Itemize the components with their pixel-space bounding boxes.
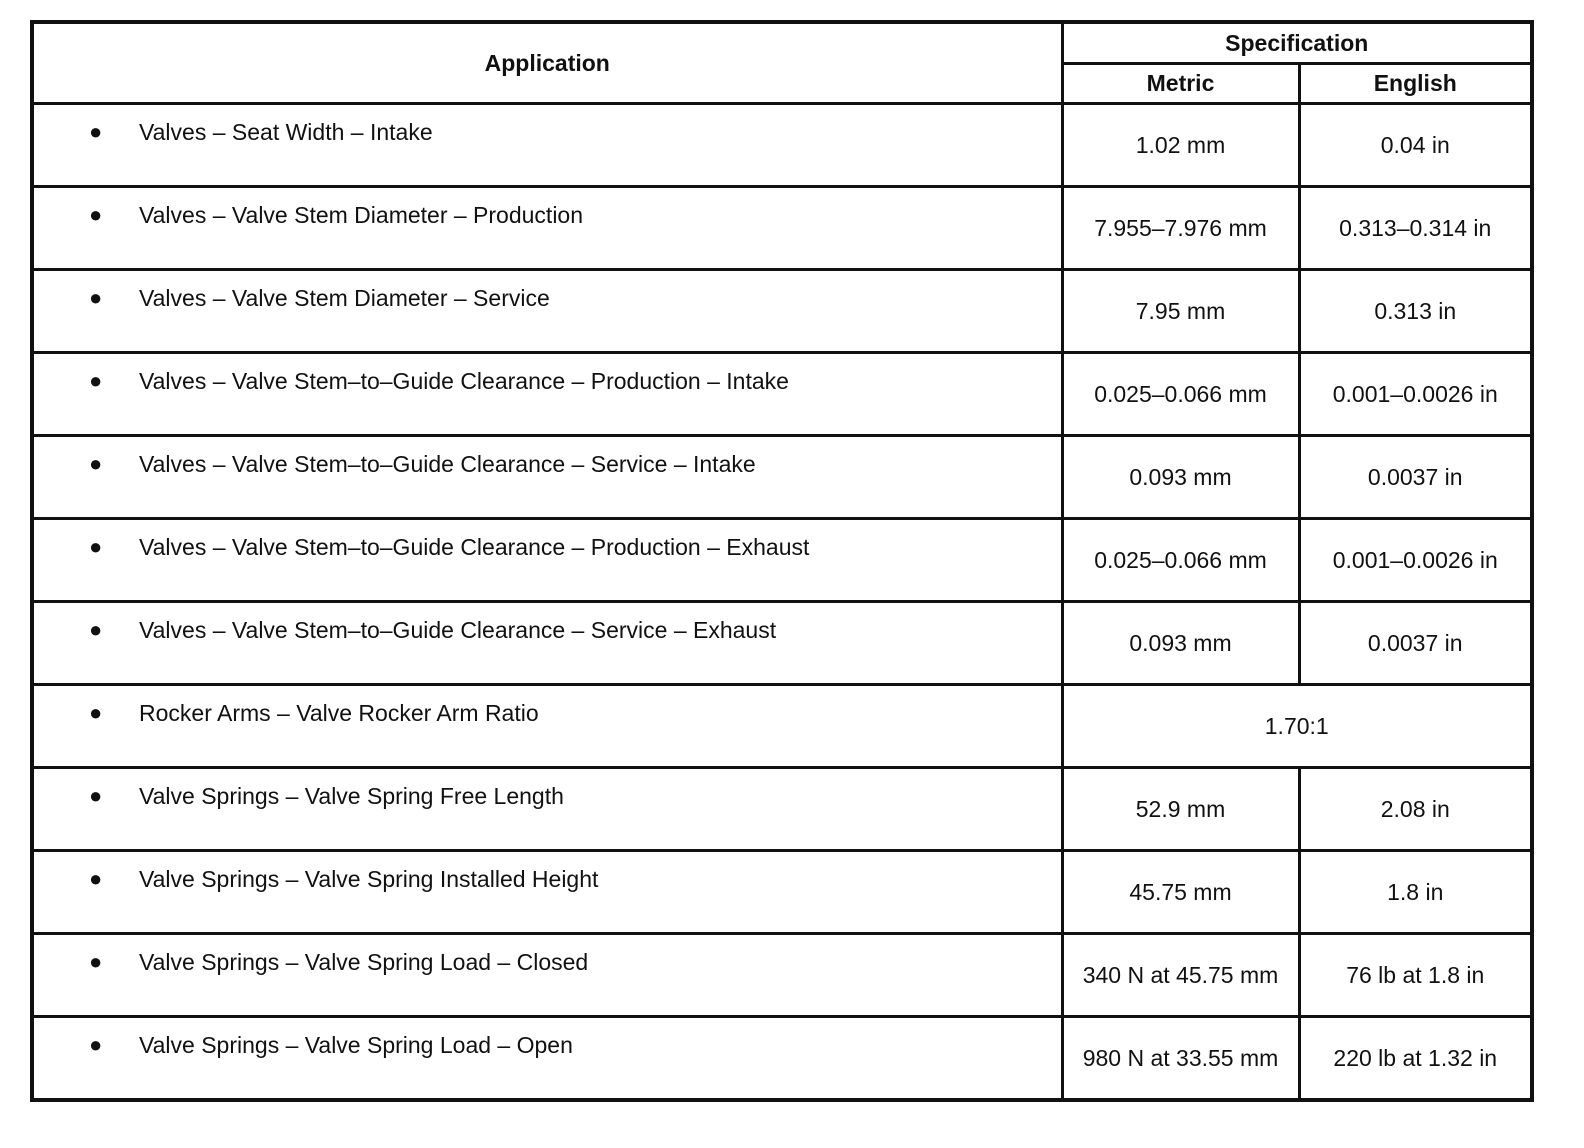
application-cell: [32, 768, 1062, 851]
table-row: [32, 602, 1532, 685]
header-specification: Specification: [1062, 22, 1532, 64]
english-value-cell: 0.0037 in: [1299, 602, 1532, 685]
application-text: Valves – Seat Width – Intake: [139, 119, 433, 145]
application-cell: [32, 1017, 1062, 1101]
application-text: Rocker Arms – Valve Rocker Arm Ratio: [139, 700, 539, 726]
metric-value-cell: 7.955–7.976 mm: [1062, 187, 1299, 270]
metric-value-cell: 0.025–0.066 mm: [1062, 353, 1299, 436]
table-body: [32, 104, 1532, 1101]
table-row: [32, 768, 1532, 851]
table-row: [32, 1017, 1532, 1101]
bullet-icon: ●: [89, 285, 103, 310]
english-value-cell: 0.313–0.314 in: [1299, 187, 1532, 270]
application-cell: [32, 934, 1062, 1017]
application-text: Valves – Valve Stem–to–Guide Clearance – Production – Intake: [139, 368, 789, 394]
bullet-icon: ●: [89, 119, 103, 144]
bullet-icon: ●: [89, 451, 103, 476]
application-text: Valves – Valve Stem–to–Guide Clearance – Service – Intake: [139, 451, 756, 477]
bullet-icon: ●: [89, 866, 103, 891]
metric-value-cell: 340 N at 45.75 mm: [1062, 934, 1299, 1017]
metric-value-cell: 980 N at 33.55 mm: [1062, 1017, 1299, 1101]
application-text: Valve Springs – Valve Spring Load – Open: [139, 1032, 573, 1058]
application-cell: [32, 353, 1062, 436]
bullet-icon: ●: [89, 202, 103, 227]
application-text: Valves – Valve Stem Diameter – Production: [139, 202, 584, 228]
metric-value-cell: 1.02 mm: [1062, 104, 1299, 187]
application-cell: [32, 187, 1062, 270]
table-row: [32, 519, 1532, 602]
combined-value-cell: 1.70:1: [1062, 685, 1532, 768]
table-row: [32, 187, 1532, 270]
metric-value-cell: 0.025–0.066 mm: [1062, 519, 1299, 602]
application-cell: [32, 270, 1062, 353]
application-cell: [32, 602, 1062, 685]
table-row: [32, 104, 1532, 187]
header-application: Application: [32, 22, 1062, 104]
table-header: [32, 22, 1532, 104]
header-metric: Metric: [1062, 64, 1299, 104]
english-value-cell: 0.001–0.0026 in: [1299, 519, 1532, 602]
bullet-icon: ●: [89, 534, 103, 559]
english-value-cell: 0.0037 in: [1299, 436, 1532, 519]
application-text: Valves – Valve Stem–to–Guide Clearance – Production – Exhaust: [139, 534, 810, 560]
bullet-icon: ●: [89, 368, 103, 393]
table-row: [32, 851, 1532, 934]
bullet-icon: ●: [89, 783, 103, 808]
english-value-cell: 0.313 in: [1299, 270, 1532, 353]
application-text: Valves – Valve Stem Diameter – Service: [139, 285, 550, 311]
application-cell: [32, 104, 1062, 187]
application-cell: [32, 685, 1062, 768]
english-value-cell: 0.001–0.0026 in: [1299, 353, 1532, 436]
header-english: English: [1299, 64, 1532, 104]
english-value-cell: 2.08 in: [1299, 768, 1532, 851]
table-row: [32, 353, 1532, 436]
metric-value-cell: 52.9 mm: [1062, 768, 1299, 851]
bullet-icon: ●: [89, 949, 103, 974]
specification-table: [30, 20, 1534, 1102]
application-cell: [32, 851, 1062, 934]
english-value-cell: 0.04 in: [1299, 104, 1532, 187]
application-cell: [32, 519, 1062, 602]
metric-value-cell: 45.75 mm: [1062, 851, 1299, 934]
metric-value-cell: 0.093 mm: [1062, 602, 1299, 685]
application-text: Valve Springs – Valve Spring Installed Height: [139, 866, 599, 892]
bullet-icon: ●: [89, 1032, 103, 1057]
english-value-cell: 1.8 in: [1299, 851, 1532, 934]
application-text: Valve Springs – Valve Spring Load – Closed: [139, 949, 589, 975]
table-row: [32, 934, 1532, 1017]
application-text: Valves – Valve Stem–to–Guide Clearance – Service – Exhaust: [139, 617, 777, 643]
metric-value-cell: 7.95 mm: [1062, 270, 1299, 353]
table-row: [32, 270, 1532, 353]
application-text: Valve Springs – Valve Spring Free Length: [139, 783, 564, 809]
bullet-icon: ●: [89, 617, 103, 642]
english-value-cell: 220 lb at 1.32 in: [1299, 1017, 1532, 1101]
metric-value-cell: 0.093 mm: [1062, 436, 1299, 519]
application-cell: [32, 436, 1062, 519]
bullet-icon: ●: [89, 700, 103, 725]
english-value-cell: 76 lb at 1.8 in: [1299, 934, 1532, 1017]
table-row: [32, 685, 1532, 768]
table-row: [32, 436, 1532, 519]
